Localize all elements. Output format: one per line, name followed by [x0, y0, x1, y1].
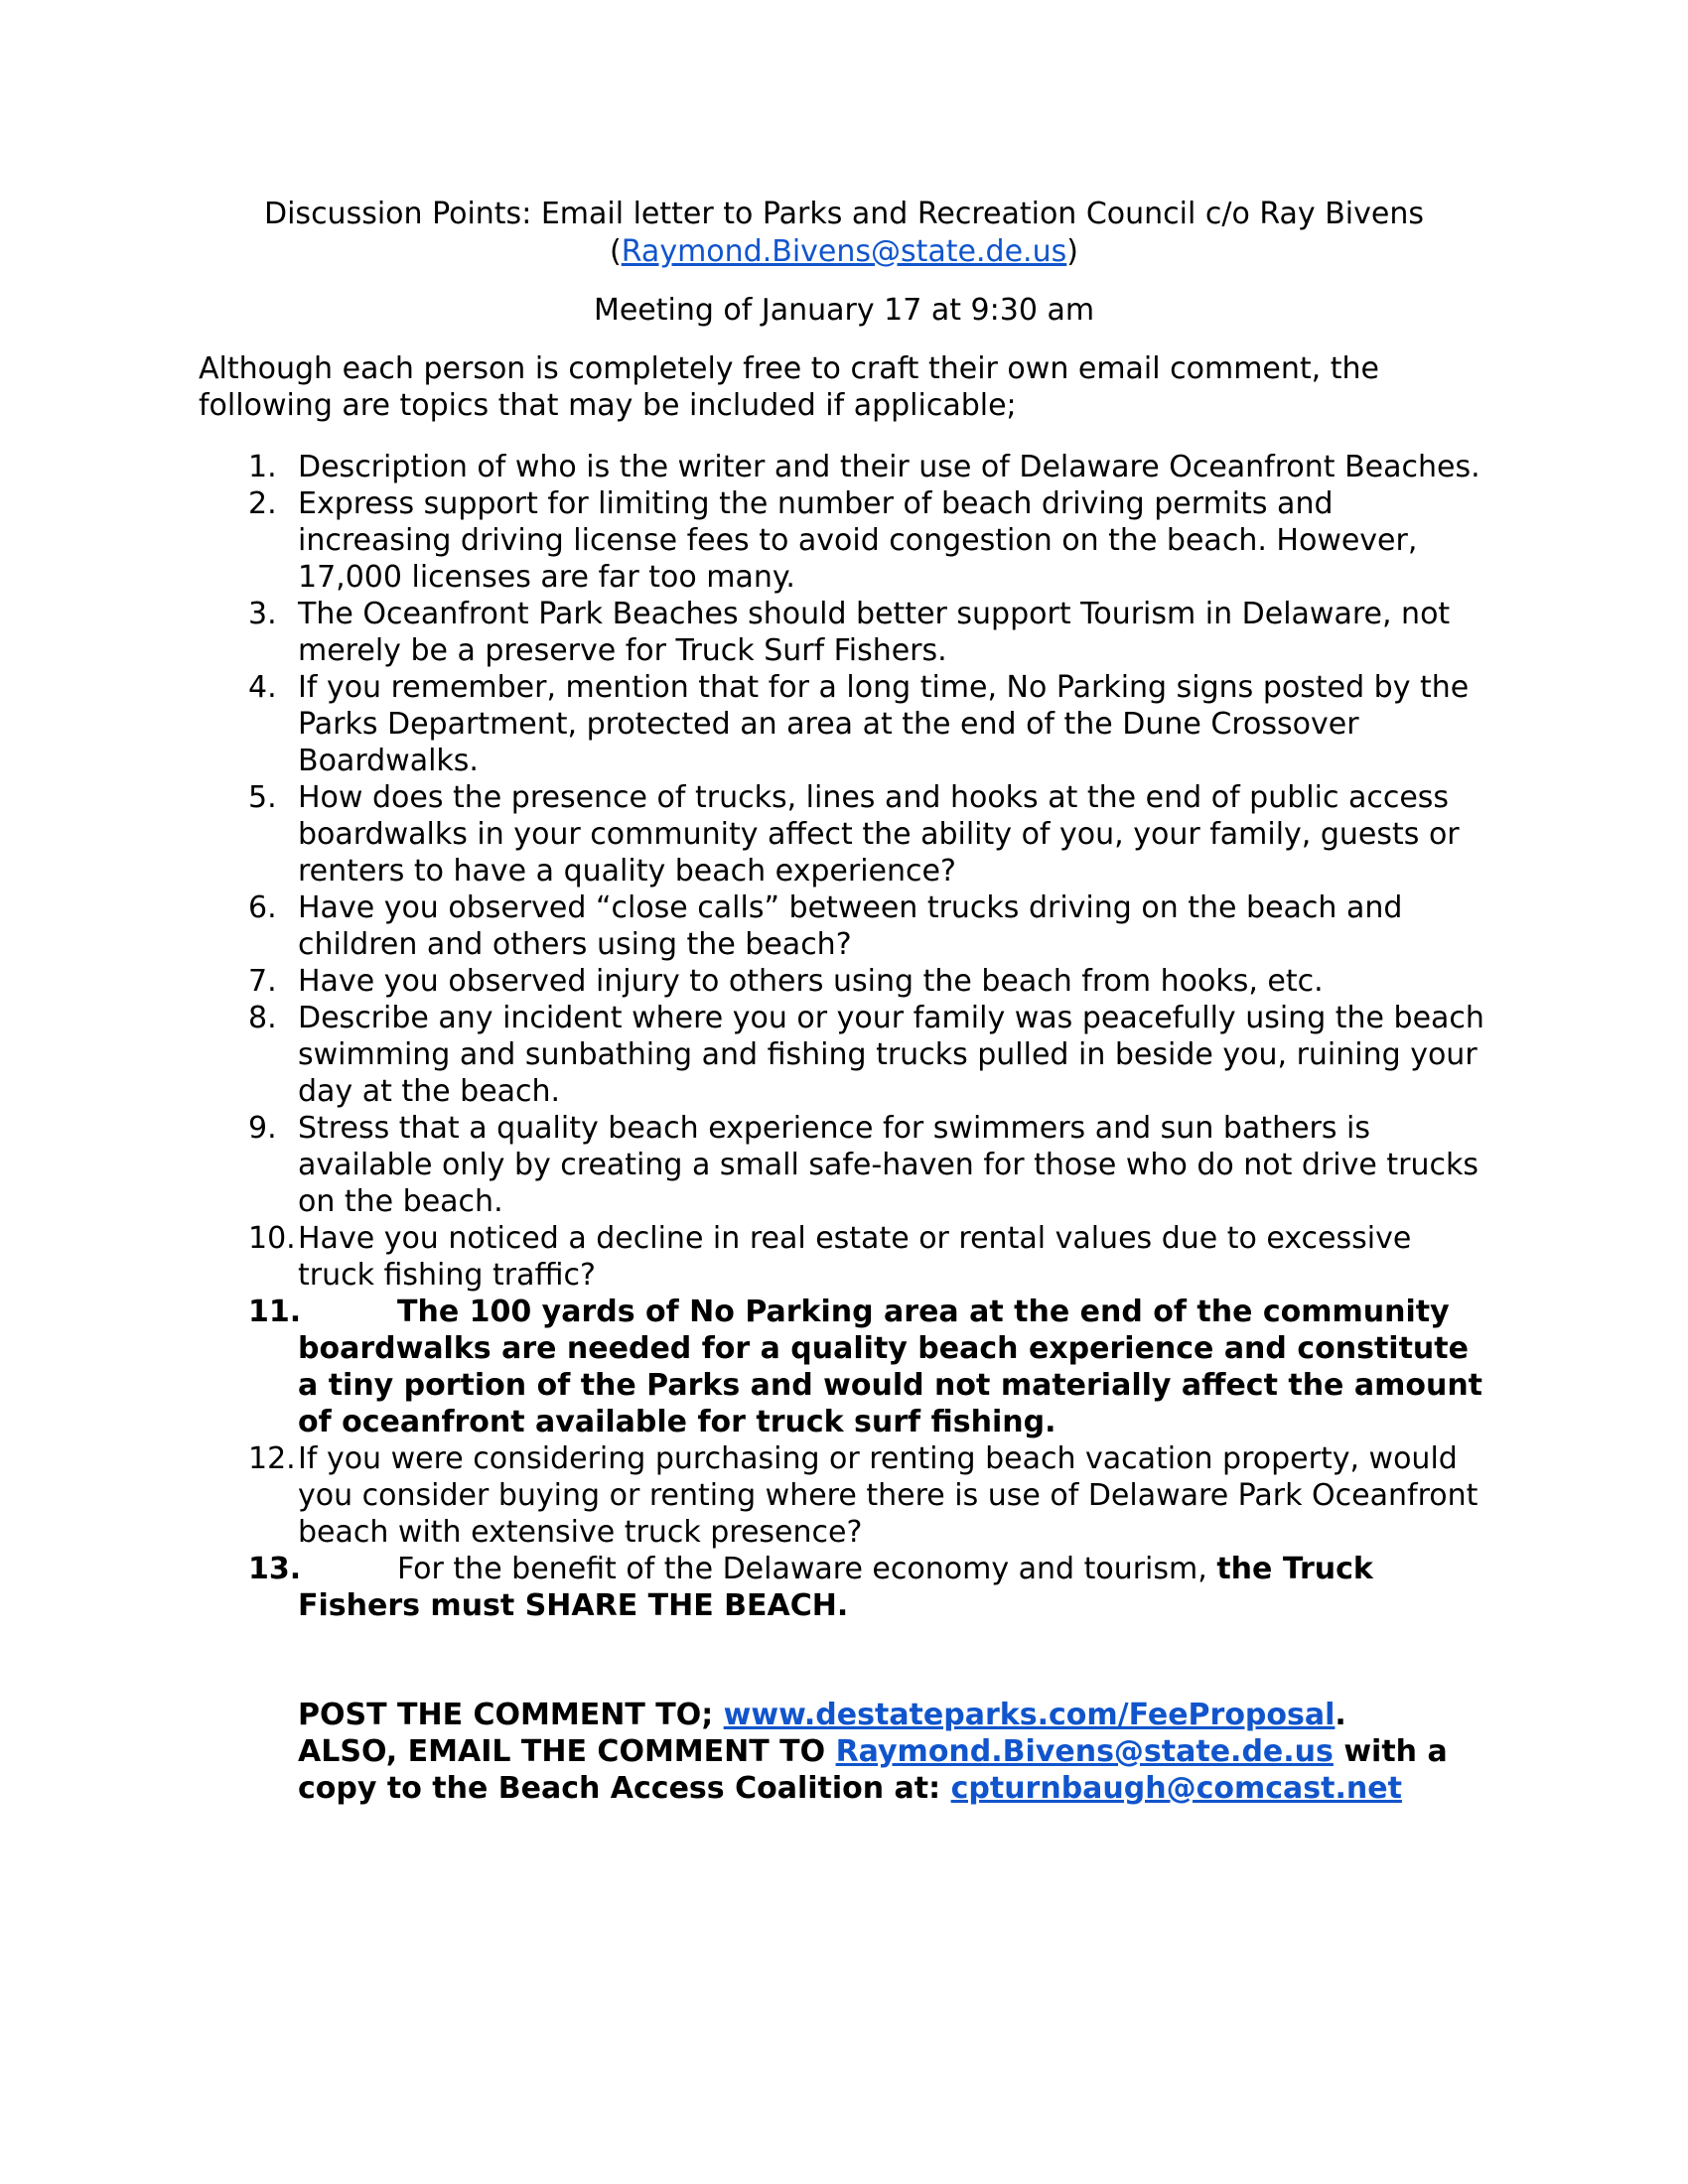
email-comment-line: ALSO, EMAIL THE COMMENT TO Raymond.Bivens@state.de.us with a copy to the Beach Access Coalition at: cpturnbaugh@comcast.net	[298, 1734, 1448, 1806]
post-comment-line: POST THE COMMENT TO; www.destateparks.com/FeeProposal.	[298, 1698, 1346, 1732]
coalition-email-link[interactable]: cpturnbaugh@comcast.net	[950, 1771, 1402, 1806]
document-title	[0, 196, 1688, 271]
paren-open: (	[610, 234, 622, 269]
intro-paragraph: Although each person is completely free to craft their own email comment, the following are topics that may be included if applicable;	[199, 351, 1379, 423]
list-item-share-beach: 13. For the benefit of the Delaware economy and tourism, the Truck Fishers must SHARE THE BEACH.	[248, 1552, 1373, 1623]
list-item: 7. Have you observed injury to others using the beach from hooks, etc.	[248, 964, 1324, 999]
meeting-line: Meeting of January 17 at 9:30 am	[593, 293, 1095, 328]
list-item-emphasized: 11. The 100 yards of No Parking area at the end of the community boardwalks are needed for a quality beach experience and constitute a tiny portion of the Parks and would not materially affect the amount of oceanfront available for truck surf fishing.	[248, 1295, 1483, 1439]
list-item: 9. Stress that a quality beach experience for swimmers and sun bathers is available only by creating a small safe-haven for those who do not drive trucks on the beach.	[248, 1111, 1478, 1219]
bivens-email-link[interactable]: Raymond.Bivens@state.de.us	[835, 1734, 1334, 1769]
list-item: 10. Have you noticed a decline in real estate or rental values due to excessive truck fishing traffic?	[248, 1221, 1412, 1293]
fee-proposal-link[interactable]: www.destateparks.com/FeeProposal	[723, 1698, 1336, 1732]
call-to-action	[298, 1697, 1489, 1807]
list-item: 4. If you remember, mention that for a long time, No Parking signs posted by the Parks Department, protected an area at the end of the Dune Crossover Boardwalks.	[248, 670, 1470, 778]
list-item: 6. Have you observed “close calls” between trucks driving on the beach and children and others using the beach?	[248, 890, 1403, 962]
list-item: 3. The Oceanfront Park Beaches should better support Tourism in Delaware, not merely be a preserve for Truck Surf Fishers.	[248, 597, 1451, 668]
list-item: 2. Express support for limiting the number of beach driving permits and increasing driving license fees to avoid congestion on the beach. However, 17,000 licenses are far too many.	[248, 486, 1418, 595]
list-item: 5. How does the presence of trucks, lines and hooks at the end of public access boardwalks in your community affect the ability of you, your family, guests or renters to have a quality beach experience?	[248, 780, 1460, 888]
title-email-link[interactable]: Raymond.Bivens@state.de.us	[621, 234, 1067, 269]
list-item: 1. Description of who is the writer and their use of Delaware Oceanfront Beaches.	[248, 450, 1480, 484]
title-text: Discussion Points: Email letter to Parks and Recreation Council c/o Ray Bivens	[264, 197, 1424, 231]
paren-close: )	[1066, 234, 1078, 269]
discussion-list	[248, 449, 1489, 1624]
list-item: 8. Describe any incident where you or your family was peacefully using the beach swimming and sunbathing and fishing trucks pulled in beside you, ruining your day at the beach.	[248, 1001, 1484, 1109]
list-item: 12. If you were considering purchasing or renting beach vacation property, would you consider buying or renting where there is use of Delaware Park Oceanfront beach with extensive truck presence?	[248, 1441, 1478, 1550]
